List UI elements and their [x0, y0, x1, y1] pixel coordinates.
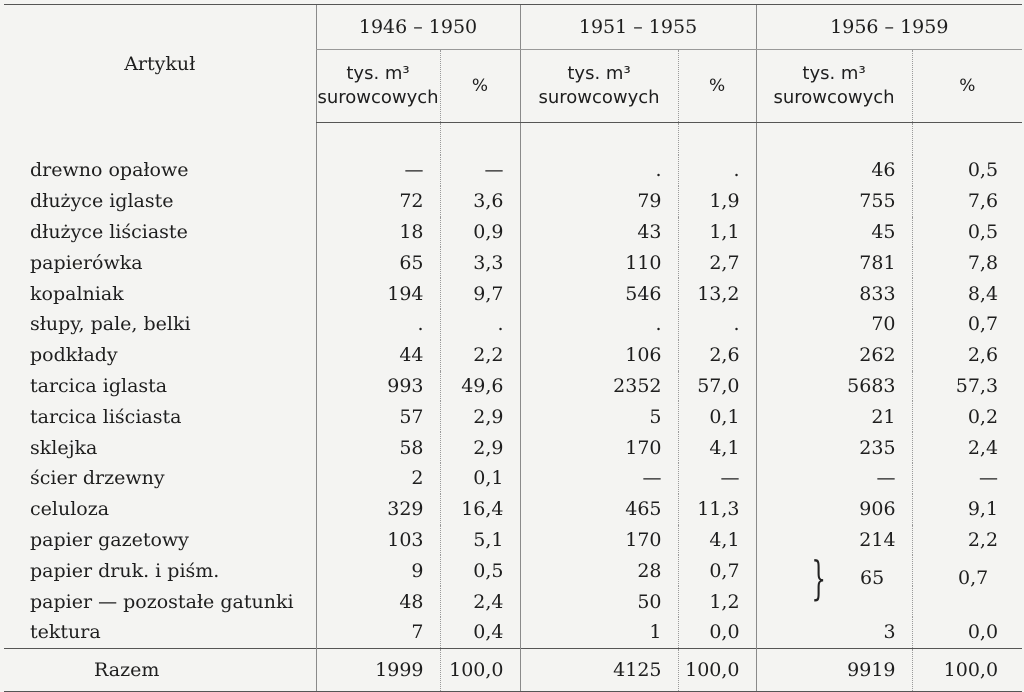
- volume-cell-1: 1999: [316, 648, 440, 691]
- percent-cell-2: 0,0: [678, 617, 756, 648]
- percent-cell-2: 13,2: [678, 278, 756, 309]
- volume-cell-1: 44: [316, 340, 440, 371]
- volume-cell-1: —: [316, 155, 440, 186]
- percent-cell-2: 11,3: [678, 494, 756, 525]
- volume-cell-1: 65: [316, 247, 440, 278]
- article-name-cell: słupy, pale, belki: [30, 313, 191, 336]
- volume-cell-3: 214: [756, 525, 912, 556]
- percent-cell-3: 57,3: [912, 371, 1022, 402]
- percent-cell-3: 8,4: [912, 278, 1022, 309]
- table-row: [4, 309, 1022, 340]
- percent-cell-2: .: [678, 155, 756, 186]
- percent-cell-2: 4,1: [678, 525, 756, 556]
- volume-cell-1: 48: [316, 586, 440, 617]
- table-row: [4, 432, 1022, 463]
- paper-group-brace: }: [811, 551, 826, 605]
- percent-cell-3: 100,0: [912, 648, 1022, 691]
- merged-paper-percent: 0,7: [958, 567, 989, 589]
- table-row: [4, 371, 1022, 402]
- percent-cell-3: 2,4: [912, 432, 1022, 463]
- volume-cell-2: 50: [520, 586, 678, 617]
- unit-line2: surowcowych: [538, 87, 660, 108]
- percent-cell-1: 9,7: [440, 278, 520, 309]
- volume-cell-3: 833: [756, 278, 912, 309]
- period-header-3: 1956 – 1959: [756, 5, 1022, 50]
- volume-cell-2: 465: [520, 494, 678, 525]
- volume-cell-3: 9919: [756, 648, 912, 691]
- percent-cell-3: 0,7: [912, 309, 1022, 340]
- table-row: [4, 617, 1022, 648]
- percent-cell-3: —: [912, 463, 1022, 494]
- volume-cell-1: 57: [316, 401, 440, 432]
- volume-cell-1: 194: [316, 278, 440, 309]
- article-name-cell: podkłady: [30, 344, 118, 367]
- merged-paper-value: 65: [860, 567, 885, 589]
- volume-cell-2: .: [520, 309, 678, 340]
- volume-cell-2: 546: [520, 278, 678, 309]
- article-column-header: Artykuł: [4, 5, 316, 123]
- percent-cell-2: 0,7: [678, 555, 756, 586]
- volume-cell-1: 329: [316, 494, 440, 525]
- volume-cell-2: 79: [520, 186, 678, 217]
- period-header-row: [4, 5, 1022, 50]
- volume-cell-1: 72: [316, 186, 440, 217]
- percent-cell-3: [912, 586, 1022, 617]
- article-name-cell: papier gazetowy: [30, 528, 189, 551]
- unit-line1: tys. m³: [346, 63, 410, 84]
- article-name-cell: papierówka: [30, 251, 143, 274]
- table-row: [4, 340, 1022, 371]
- table-row: [4, 586, 1022, 617]
- pct-label: %: [471, 76, 489, 96]
- volume-cell-3: —: [756, 463, 912, 494]
- percent-cell-2: 57,0: [678, 371, 756, 402]
- percent-cell-2: 100,0: [678, 648, 756, 691]
- volume-cell-3: [756, 586, 912, 617]
- volume-cell-3: [756, 555, 912, 586]
- percent-cell-1: 0,9: [440, 217, 520, 248]
- percent-cell-3: 7,6: [912, 186, 1022, 217]
- percent-cell-3: 0,0: [912, 617, 1022, 648]
- volume-cell-3: 781: [756, 247, 912, 278]
- percent-cell-1: 2,2: [440, 340, 520, 371]
- percent-cell-2: —: [678, 463, 756, 494]
- percent-cell-1: 2,9: [440, 401, 520, 432]
- pct-label: %: [959, 76, 976, 96]
- article-name-cell: tektura: [30, 621, 101, 644]
- percent-cell-2: 1,1: [678, 217, 756, 248]
- percent-cell-1: 49,6: [440, 371, 520, 402]
- volume-cell-3: 906: [756, 494, 912, 525]
- percent-cell-1: —: [440, 155, 520, 186]
- percent-cell-1: 0,1: [440, 463, 520, 494]
- article-name-cell: dłużyce liściaste: [30, 220, 188, 243]
- pct-header-2: [678, 50, 756, 123]
- volume-cell-1: 7: [316, 617, 440, 648]
- volume-cell-3: 46: [756, 155, 912, 186]
- table-row: [4, 278, 1022, 309]
- percent-cell-1: .: [440, 309, 520, 340]
- volume-cell-2: 5: [520, 401, 678, 432]
- volume-cell-3: 5683: [756, 371, 912, 402]
- volume-cell-2: 110: [520, 247, 678, 278]
- article-name-cell: tarcica iglasta: [30, 374, 168, 397]
- table-row: [4, 463, 1022, 494]
- percent-cell-2: 1,9: [678, 186, 756, 217]
- percent-cell-3: 0,5: [912, 155, 1022, 186]
- volume-cell-1: 2: [316, 463, 440, 494]
- percent-cell-2: .: [678, 309, 756, 340]
- volume-cell-1: 18: [316, 217, 440, 248]
- percent-cell-3: 7,8: [912, 247, 1022, 278]
- table-row: [4, 155, 1022, 186]
- volume-cell-2: 106: [520, 340, 678, 371]
- table-row: [4, 401, 1022, 432]
- volume-cell-2: 2352: [520, 371, 678, 402]
- volume-cell-2: 1: [520, 617, 678, 648]
- volume-cell-2: .: [520, 155, 678, 186]
- table-body: [4, 123, 1022, 692]
- volume-cell-3: 755: [756, 186, 912, 217]
- volume-cell-1: .: [316, 309, 440, 340]
- percent-cell-3: 0,5: [912, 217, 1022, 248]
- unit-line2: surowcowych: [317, 87, 439, 108]
- volume-cell-3: 21: [756, 401, 912, 432]
- article-name-cell: tarcica liściasta: [30, 405, 182, 428]
- percent-cell-1: 5,1: [440, 525, 520, 556]
- table-row: [4, 525, 1022, 556]
- percent-cell-1: 2,9: [440, 432, 520, 463]
- volume-cell-1: 58: [316, 432, 440, 463]
- percent-cell-1: 100,0: [440, 648, 520, 691]
- percent-cell-1: 16,4: [440, 494, 520, 525]
- unit-header-3: [756, 50, 912, 123]
- article-name-cell: papier druk. i piśm.: [30, 559, 220, 582]
- percent-cell-2: 0,1: [678, 401, 756, 432]
- volume-cell-3: 235: [756, 432, 912, 463]
- unit-line1: tys. m³: [802, 63, 866, 84]
- unit-header-2: [520, 50, 678, 123]
- percent-cell-3: 2,2: [912, 525, 1022, 556]
- pct-label: %: [708, 76, 726, 96]
- table-row: [4, 186, 1022, 217]
- volume-cell-1: 103: [316, 525, 440, 556]
- article-name-cell: celuloza: [30, 498, 110, 521]
- percent-cell-1: 0,4: [440, 617, 520, 648]
- article-name-cell: drewno opałowe: [30, 159, 189, 182]
- percent-cell-2: 1,2: [678, 586, 756, 617]
- pct-header-1: [440, 50, 520, 123]
- percent-cell-1: 3,6: [440, 186, 520, 217]
- article-name-cell: Razem: [4, 648, 316, 691]
- volume-cell-3: 262: [756, 340, 912, 371]
- table-row: [4, 247, 1022, 278]
- article-name-cell: dłużyce iglaste: [30, 190, 174, 213]
- percent-cell-2: 2,7: [678, 247, 756, 278]
- volume-cell-2: 43: [520, 217, 678, 248]
- volume-cell-1: 993: [316, 371, 440, 402]
- unit-line1: tys. m³: [567, 63, 631, 84]
- percent-cell-3: 0,2: [912, 401, 1022, 432]
- percent-cell-2: 2,6: [678, 340, 756, 371]
- period-header-1: 1946 – 1950: [316, 5, 520, 50]
- percent-cell-3: 2,6: [912, 340, 1022, 371]
- percent-cell-2: 4,1: [678, 432, 756, 463]
- unit-line2: surowcowych: [773, 87, 895, 108]
- volume-cell-2: 4125: [520, 648, 678, 691]
- table-row: [4, 217, 1022, 248]
- pct-header-3: [912, 50, 1022, 123]
- percent-cell-1: 0,5: [440, 555, 520, 586]
- percent-cell-1: 3,3: [440, 247, 520, 278]
- percent-cell-3: 9,1: [912, 494, 1022, 525]
- article-name-cell: ścier drzewny: [30, 467, 165, 490]
- percent-cell-1: 2,4: [440, 586, 520, 617]
- article-name-cell: sklejka: [30, 436, 98, 459]
- article-name-cell: kopalniak: [30, 282, 124, 305]
- volume-cell-2: 170: [520, 432, 678, 463]
- spacer-row: [4, 123, 1022, 156]
- volume-cell-2: 170: [520, 525, 678, 556]
- total-row: [4, 648, 1022, 691]
- table-row: [4, 494, 1022, 525]
- period-header-2: 1951 – 1955: [520, 5, 756, 50]
- volume-cell-1: 9: [316, 555, 440, 586]
- unit-header-1: [316, 50, 440, 123]
- article-name-cell: papier — pozostałe gatunki: [30, 590, 294, 613]
- volume-cell-3: 3: [756, 617, 912, 648]
- volume-cell-3: 45: [756, 217, 912, 248]
- volume-cell-2: 28: [520, 555, 678, 586]
- volume-cell-2: —: [520, 463, 678, 494]
- volume-cell-3: 70: [756, 309, 912, 340]
